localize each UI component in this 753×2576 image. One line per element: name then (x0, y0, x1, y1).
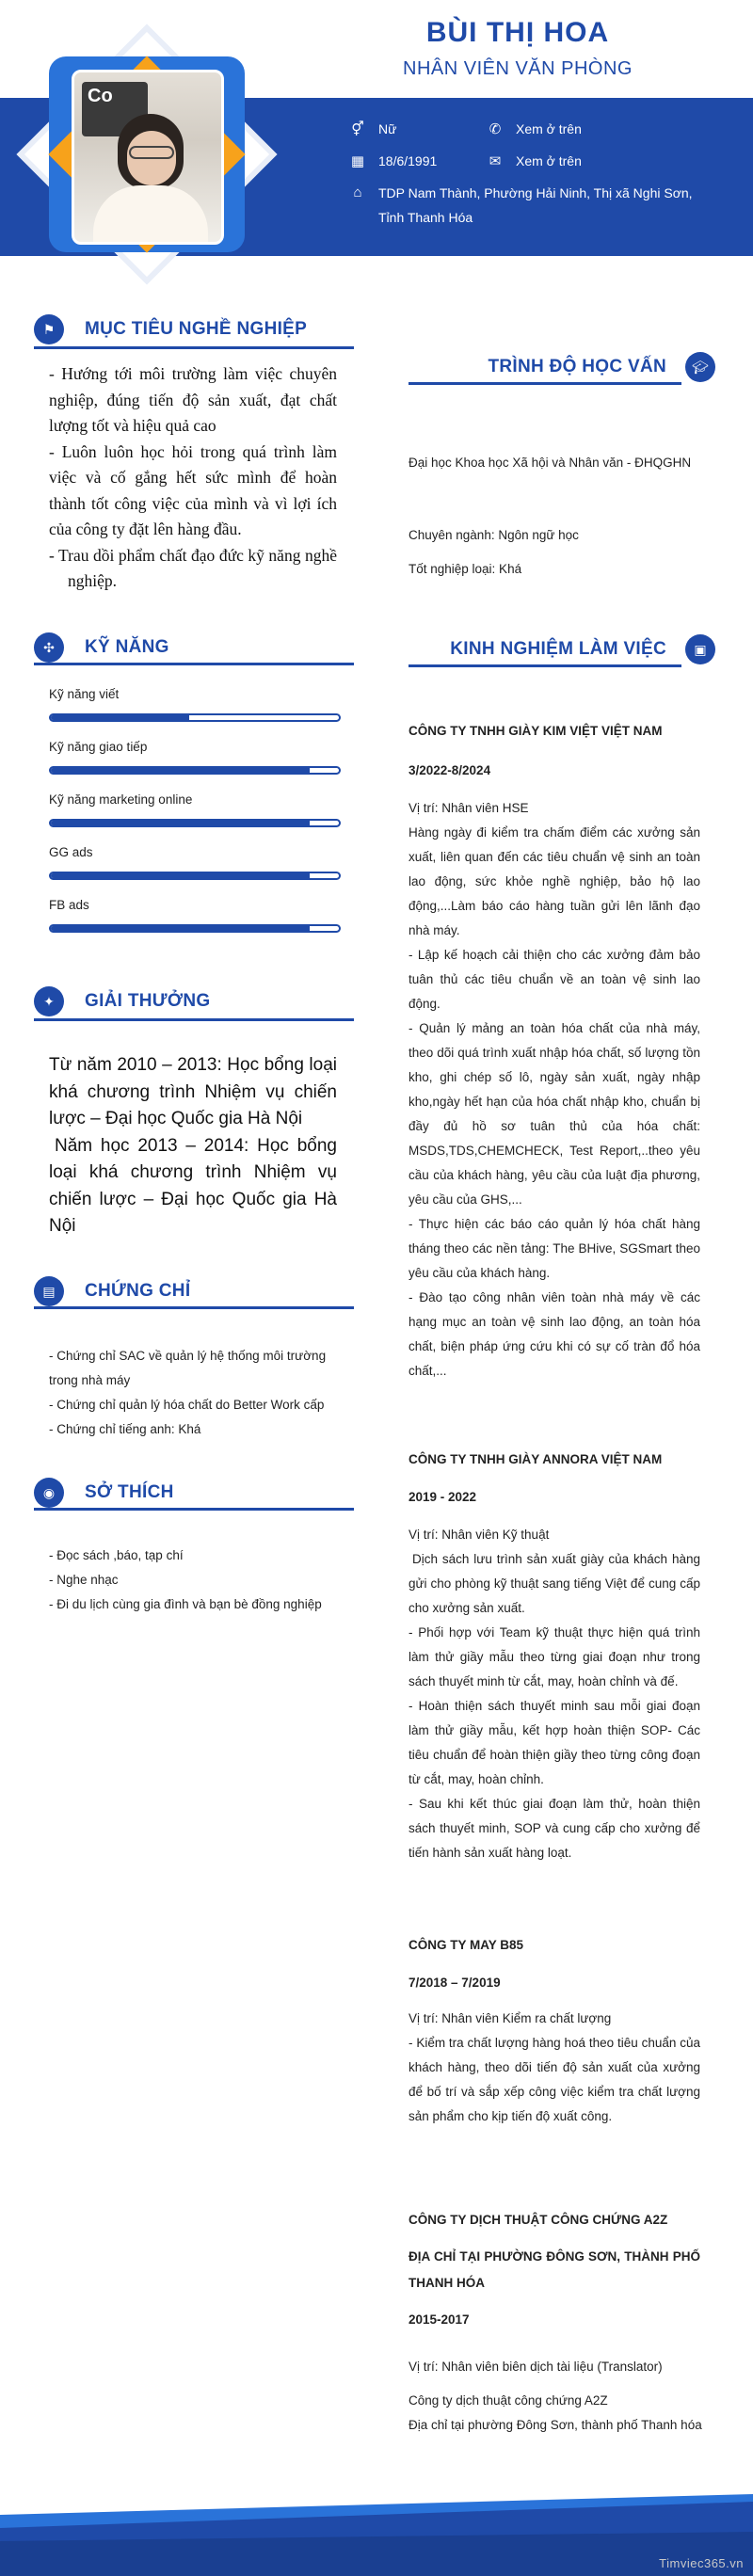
skills-underline (34, 663, 354, 665)
education-school: Đại học Khoa học Xã hội và Nhân văn - ĐHQGHN (409, 456, 692, 470)
certificates-underline (34, 1306, 354, 1309)
awards-underline (34, 1018, 354, 1021)
flag-icon: ⚑ (34, 314, 64, 344)
watermark: Timviec365.vn (659, 2556, 744, 2570)
contact-birthday: ▦ 18/6/1991 (346, 149, 437, 174)
job-details: Vị trí: Nhân viên HSE Hàng ngày đi kiểm tra chấm điểm các xưởng sản xuất, liên quan đến các tiêu chuẩn vệ sinh an toàn lao động, sức khỏe nghề nghiệp, bảo hộ lao động,...Làm báo cáo hàng tuần gửi lên lãnh đạo nhà máy. - Lập kế hoạch cải thiện cho các xưởng đảm bảo tuân thủ các tiêu chuẩn về an toàn vệ sinh lao động. - Quản lý mảng an toàn hóa chất của nhà máy, theo dõi quá trình xuất nhập hóa chất, số lượng tồn kho, ghi chép số lô, ngày sản xuất, ngày nhập kho,ngày hết hạn của hóa chất nhập kho, chuẩn bị đầy đủ hồ sơ tuân thủ của hóa chất: MSDS,TDS,CHEMCHECK, Test Report,..theo yêu cầu của khách hàng, yêu cầu của luật địa phương, yêu cầu của GHS,... - Thực hiện các báo cáo quản lý hóa chất hàng tháng theo các nền tảng: The BHive, SGSmart theo yêu cầu của khách hàng. - Đào tạo công nhân viên toàn nhà máy về các hạng mục an toàn vệ sinh lao động, an toàn hóa chất, biện pháp ứng cứu khi có sự cố tràn đổ hóa chất,... (409, 801, 700, 1378)
skill-bar-fill (51, 873, 310, 878)
contact-address: ⌂ TDP Nam Thành, Phường Hải Ninh, Thị xã Nghi Sơn, Tỉnh Thanh Hóa (346, 181, 704, 230)
skill-item: Kỹ năng marketing online (49, 792, 341, 827)
hobbies-underline (34, 1508, 354, 1511)
skill-item: Kỹ năng viết (49, 687, 341, 722)
skills-icon: ✣ (34, 632, 64, 663)
profile-photo-frame (23, 30, 271, 279)
certificates-heading: ▤ CHỨNG CHỈ (34, 1276, 190, 1306)
job-period: 2019 - 2022 (409, 1490, 477, 1504)
certificate-icon: ▤ (34, 1276, 64, 1306)
job-details: Công ty dịch thuật công chứng A2Z Địa chỉ tại phường Đông Sơn, thành phố Thanh hóa (409, 2393, 702, 2432)
skill-item: GG ads (49, 845, 341, 880)
awards-heading: ✦ GIẢI THƯỞNG (34, 986, 210, 1016)
job-details: Vị trí: Nhân viên Kiểm ra chất lượng - Kiểm tra chất lượng hàng hoá theo tiêu chuẩn của khách hàng, theo dõi tiến độ sản xuất của xưởng để bố trí và sắp xếp công việc kiểm tra chất lượng sản phẩm cho kịp tiến độ xuất công. (409, 2011, 700, 2123)
education-major: Chuyên ngành: Ngôn ngữ học (409, 528, 579, 542)
job-title: NHÂN VIÊN VĂN PHÒNG (403, 58, 633, 79)
hobbies-heading: ◉ SỞ THÍCH (34, 1478, 174, 1508)
footer-band (0, 2485, 753, 2576)
skill-bar-fill (51, 768, 310, 773)
photo-sign-text: Co (88, 86, 113, 106)
skill-item: Kỹ năng giao tiếp (49, 740, 341, 775)
job-company: CÔNG TY TNHH GIÀY KIM VIỆT VIỆT NAM (409, 724, 663, 738)
home-icon: ⌂ (353, 184, 362, 200)
contact-email: ✉ Xem ở trên (484, 149, 582, 174)
briefcase-icon: ▣ (685, 634, 715, 664)
certificates-text: - Chứng chỉ SAC về quản lý hệ thống môi trường trong nhà máy - Chứng chỉ quản lý hóa chất do Better Work cấp - Chứng chỉ tiếng anh: Khá (49, 1349, 327, 1436)
job-period: 3/2022-8/2024 (409, 763, 491, 777)
contact-gender: ⚥ Nữ (346, 117, 396, 142)
gender-icon: ⚥ (351, 121, 364, 137)
experience-underline (409, 664, 681, 667)
job-company: CÔNG TY TNHH GIÀY ANNORA VIỆT NAM (409, 1452, 663, 1466)
objective-underline (34, 346, 354, 349)
email-icon: ✉ (489, 153, 502, 169)
education-heading: TRÌNH ĐỘ HỌC VẤN 🎓︎ (409, 352, 715, 382)
job-company: CÔNG TY DỊCH THUẬT CÔNG CHỨNG A2Z (409, 2213, 668, 2227)
job-position: Vị trí: Nhân viên biên dịch tài liệu (Translator) (409, 2360, 663, 2374)
profile-photo (72, 70, 224, 245)
hobbies-icon: ◉ (34, 1478, 64, 1508)
graduation-cap-icon: 🎓︎ (685, 352, 715, 382)
skill-item: FB ads (49, 898, 341, 933)
skill-bar-fill (51, 715, 189, 720)
objective-text: - Hướng tới môi trường làm việc chuyên nghiệp, đúng tiến độ sản xuất, đạt chất lượng tốt và hiệu quả cao - Luôn luôn học hỏi trong quá trình làm việc và cố gắng hết sức mình để hoàn thành tốt công việc của mình và vì lợi ích của công ty đặt lên hàng đầu. - Trau dồi phẩm chất đạo đức kỹ năng nghề nghiệp. (49, 364, 337, 590)
education-grade: Tốt nghiệp loại: Khá (409, 562, 522, 576)
experience-heading: KINH NGHIỆM LÀM VIỆC ▣ (409, 634, 715, 664)
gift-icon: ✦ (34, 986, 64, 1016)
skill-bar-fill (51, 926, 310, 931)
awards-text: Từ năm 2010 – 2013: Học bổng loại khá chương trình Nhiệm vụ chiến lược – Đại học Quốc gia Hà Nội Năm học 2013 – 2014: Học bổng loại khá chương trình Nhiệm vụ chiến lược – Đại học Quốc gia Hà Nội (49, 1055, 337, 1236)
candidate-name: BÙI THỊ HOA (425, 17, 610, 48)
hobbies-text: - Đọc sách ,báo, tạp chí - Nghe nhạc - Đi du lịch cùng gia đình và bạn bè đồng nghiệp (49, 1548, 322, 1611)
job-period: 7/2018 – 7/2019 (409, 1976, 501, 1990)
contact-phone: ✆ Xem ở trên (484, 117, 582, 142)
skills-heading: ✣ KỸ NĂNG (34, 632, 169, 663)
education-underline (409, 382, 681, 385)
job-details: Vị trí: Nhân viên Kỹ thuật Dịch sách lưu trình sản xuất giày của khách hàng gửi cho phòng kỹ thuật sang tiếng Việt để cung cấp cho xưởng sản xuất. - Phối hợp với Team kỹ thuật thực hiện quá trình làm thử giầy mẫu theo từng giai đoạn như trong sách thuyết minh từ cắt, may, hoàn chỉnh và đế. - Hoàn thiện sách thuyết minh sau mỗi giai đoạn làm thử giầy mẫu, kết hợp hoàn thiện SOP- Các tiêu chuẩn để hoàn thiện giầy theo từng công đoạn từ cắt, may, hoàn chỉnh. - Sau khi kết thúc giai đoạn làm thử, hoàn thiện sách thuyết minh, SOP và cung cấp cho xưởng để tiến hành sản xuất hàng loạt. (409, 1528, 700, 1860)
birthday-icon: ▦ (350, 153, 365, 169)
job-subtitle: ĐỊA CHỈ TẠI PHƯỜNG ĐÔNG SƠN, THÀNH PHỐ THANH HÓA (409, 2249, 700, 2290)
job-company: CÔNG TY MAY B85 (409, 1938, 524, 1952)
skill-bar-fill (51, 821, 310, 825)
objective-heading: ⚑ MỤC TIÊU NGHỀ NGHIỆP (34, 314, 307, 344)
phone-icon: ✆ (489, 121, 502, 137)
job-period: 2015-2017 (409, 2312, 470, 2327)
